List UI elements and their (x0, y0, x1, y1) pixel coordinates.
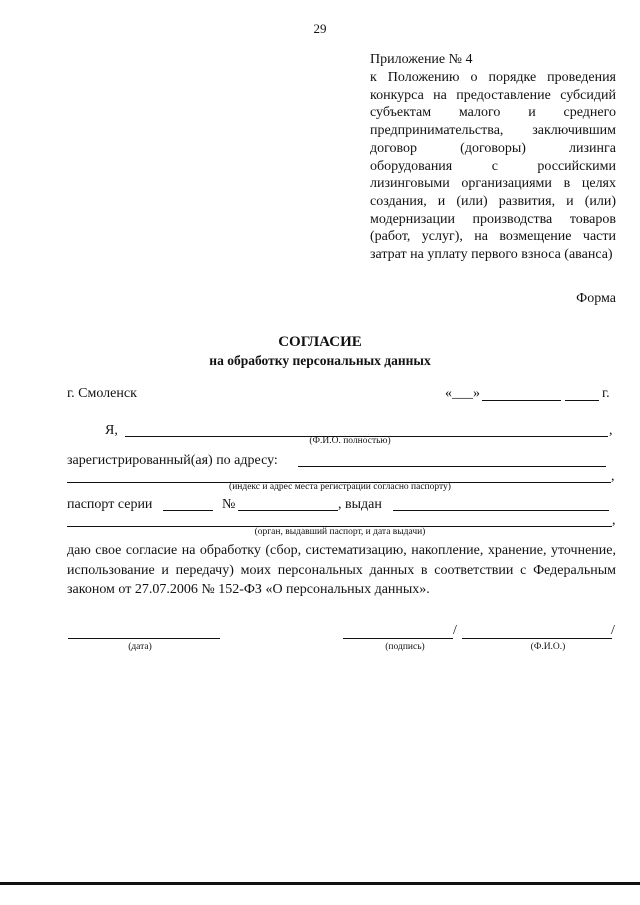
place-label: г. Смоленск (67, 386, 137, 401)
date-year-line[interactable] (565, 400, 599, 401)
page-bottom-border (0, 882, 640, 885)
issued-field-1[interactable] (393, 510, 609, 511)
issued-label: , выдан (338, 497, 382, 512)
signature-caption: (подпись) (385, 642, 425, 652)
signer-fio-separator: / (611, 623, 615, 638)
signer-fio-caption: (Ф.И.О.) (530, 642, 566, 652)
appendix-title: Приложение № 4 (370, 52, 473, 67)
fio-caption: (Ф.И.О. полностью) (309, 436, 391, 446)
form-label: Форма (576, 291, 616, 306)
fio-comma: , (609, 423, 613, 438)
document-title: СОГЛАСИЕ (278, 334, 362, 350)
address-field-1[interactable] (298, 466, 606, 467)
document-subtitle: на обработку персональных данных (209, 353, 431, 368)
date-day-blank[interactable]: «___» (445, 386, 480, 401)
consent-text: даю свое согласие на обработку (сбор, систематизацию, накопление, хранение, уточнение, использование и передачу) моих персональных данных в соответствии с Федеральным законом от 27.07.2006 № 152-ФЗ «О персональных данных». (67, 543, 616, 597)
signature-separator: / (453, 623, 457, 638)
date-month-line[interactable] (482, 400, 561, 401)
date-caption: (дата) (128, 642, 152, 652)
address-comma: , (611, 469, 615, 484)
page-number: 29 (313, 21, 327, 36)
i-prefix: Я, (105, 423, 118, 438)
signer-fio-line[interactable] (462, 638, 612, 639)
issued-comma: , (612, 513, 616, 528)
appendix-text: к Положению о порядке проведения конкурса на предоставление субсидий субъектам малого и среднего предпринимательства, заключившим договор (договоры) лизинга оборудования с российскими лизинговыми организациями в целях создания, и (или) развития, и (или) модернизации производства товаров (работ, услуг), на возмещение части затрат на уплату первого взноса (аванса) (370, 70, 616, 263)
date-signature-line[interactable] (68, 638, 220, 639)
date-year-suffix: г. (602, 386, 610, 401)
passport-number-label: № (222, 497, 236, 512)
passport-series-label: паспорт серии (67, 497, 153, 512)
address-caption: (индекс и адрес места регистрации согласно паспорту) (229, 482, 451, 492)
registered-label: зарегистрированный(ая) по адресу: (67, 453, 278, 468)
issuer-caption: (орган, выдавший паспорт, и дата выдачи) (254, 527, 426, 537)
passport-number-field[interactable] (238, 510, 338, 511)
signature-line[interactable] (343, 638, 453, 639)
passport-series-field[interactable] (163, 510, 213, 511)
